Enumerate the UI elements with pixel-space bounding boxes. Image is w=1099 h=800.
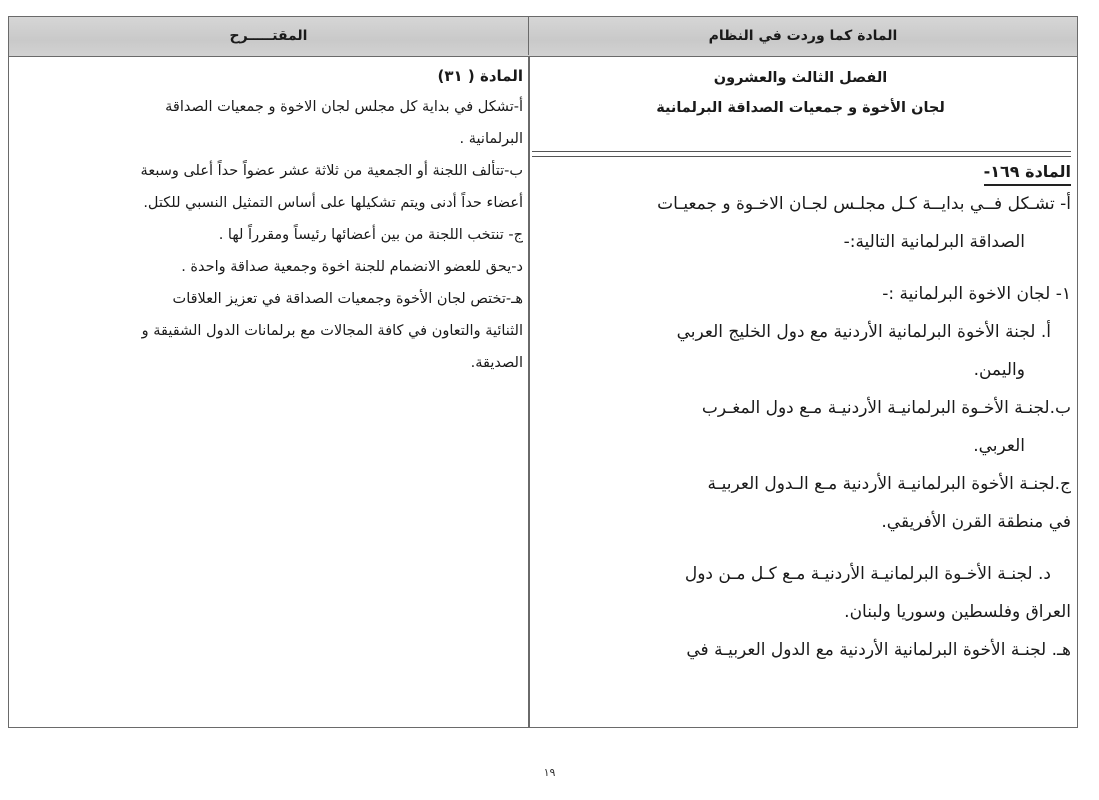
chapter-subtitle: لجان الأخوة و جمعيات الصداقة البرلمانية (656, 100, 945, 116)
table-header-row (9, 17, 1077, 57)
proposed-line: هـ-تختص لجان الأخوة وجمعيات الصداقة في تعزيز العلاقات (172, 291, 523, 307)
header-original: المادة كما وردت في النظام (708, 28, 898, 44)
proposed-article-heading: المادة ( ٣١) (437, 67, 523, 85)
proposed-line: البرلمانية . (459, 131, 523, 147)
original-line: ب.لجنـة الأخـوة البرلمانيـة الأردنيـة مـع دول المغـرب (701, 398, 1071, 418)
proposed-text-cell (17, 57, 523, 727)
proposed-line: د-يحق للعضو الانضمام للجنة اخوة وجمعية صداقة واحدة . (181, 259, 523, 275)
original-line: واليمن. (973, 360, 1025, 380)
page-number: ١٩ (543, 766, 556, 779)
original-text-cell (530, 57, 1071, 727)
original-line: هـ. لجنـة الأخوة البرلمانية الأردنية مع الدول العربيـة في (686, 640, 1071, 660)
original-line: د. لجنـة الأخـوة البرلمانيـة الأردنيـة مـع كـل مـن دول (684, 564, 1051, 584)
original-article-heading: المادة ١٦٩- (984, 161, 1071, 186)
original-line: العربي. (973, 436, 1025, 456)
header-proposed: المقتـــــرح (9, 17, 529, 55)
proposed-line: أعضاء حداً أدنى ويتم تشكيلها على أساس التمثيل النسبي للكتل. (143, 195, 523, 211)
proposed-line: الصديقة. (470, 355, 523, 371)
double-rule-divider (532, 151, 1071, 157)
original-line: أ- تشـكل فــي بدايــة كـل مجلـس لجـان الاخـوة و جمعيـات (657, 194, 1071, 214)
proposed-line: ج- تنتخب اللجنة من بين أعضائها رئيساً ومقرراً لها . (218, 227, 523, 243)
original-article-body (530, 185, 1071, 669)
original-line: أ. لجنة الأخوة البرلمانية الأردنية مع دول الخليج العربي (676, 322, 1051, 342)
original-line: العراق وفلسطين وسوريا ولبنان. (844, 602, 1071, 622)
original-line: الصداقة البرلمانية التالية:- (843, 232, 1025, 252)
chapter-title: الفصل الثالث والعشرون (713, 70, 888, 86)
comparison-table (8, 16, 1078, 728)
proposed-line: أ-تشكل في بداية كل مجلس لجان الاخوة و جمعيات الصداقة (165, 99, 523, 115)
original-line: في منطقة القرن الأفريقي. (881, 512, 1071, 532)
proposed-line: ب-تتألف اللجنة أو الجمعية من ثلاثة عشر عضواً حداً أعلى وسبعة (140, 163, 523, 179)
original-line: ج.لجنـة الأخوة البرلمانيـة الأردنية مـع الـدول العربيـة (707, 474, 1071, 494)
original-line: ١- لجان الاخوة البرلمانية :- (882, 284, 1071, 304)
proposed-line: الثنائية والتعاون في كافة المجالات مع برلمانات الدول الشقيقة و (141, 323, 523, 339)
